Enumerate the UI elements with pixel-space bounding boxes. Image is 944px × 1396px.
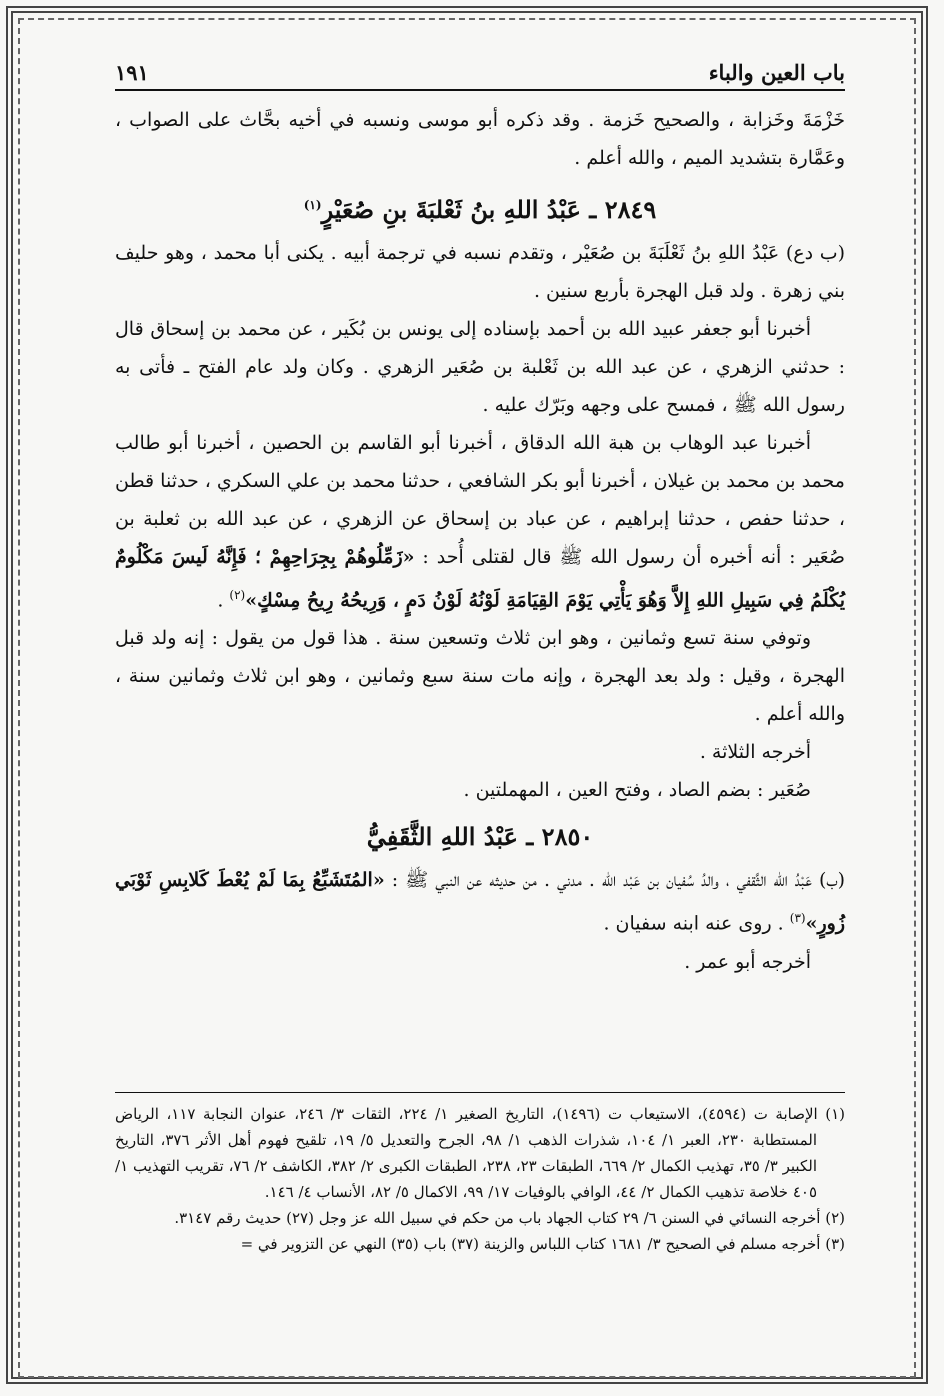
section-title: باب العين والباء: [708, 60, 845, 85]
page-number: ١٩١: [115, 60, 149, 85]
entry-paragraph-with-hadith: [115, 861, 845, 942]
entry-title-2850: [115, 815, 845, 859]
entry-text: (ب) عَبْدُ الله الثَّقفي ، والدُ سُفيان بن عَبْد الله . مدني . من حديثه عن النبي ﷺ :: [391, 869, 845, 892]
entry-paragraph: أخرجه الثلاثة .: [699, 741, 811, 764]
footnote-1: (١) الإصابة ت (٤٥٩٤)، الاستيعاب ت (١٤٩٦)، التاريخ الصغير ١/ ٢٢٤، الثقات ٣/ ٢٤٦، عنوان النجابة ١١٧، الرياض المستطابة ٢٣٠، العبر ١/ ١٠٤، شذرات الذهب ١/ ٩٨، الجرح والتعديل ٥/ ١٩، تلقيح فهوم أهل الأثر ٣٧٦، التاريخ الكبير ٣/ ٣٥، تهذيب الكمال ٢/ ٦٦٩، الطبقات ٢٣، ٢٣٨، الطبقات الكبرى ٢/ ٣٨٢، الكاشف ٢/ ٧٦، تقريب التهذيب ١/ ٤٠٥ خلاصة تذهيب الكمال ٢/ ٤٤، الوافي بالوفيات ١٧/ ٩٩، الاكمال ٥/ ٨٢، الأنساب ٤/ ١٤٦.: [115, 1105, 845, 1201]
footnote-ref: (١): [303, 198, 322, 212]
running-header: [115, 60, 845, 91]
entry-paragraph: وتوفي سنة تسع وثمانين ، وهو ابن ثلاث وتسعين سنة . هذا قول من يقول : إنه ولد قبل الهجرة ، وقيل : ولد بعد الهجرة ، وإنه مات سنة سبع وثمانين ، وهو ابن ثلاث وثمانين سنة ، والله أعلم .: [115, 627, 845, 726]
entry-paragraph: أخبرنا أبو جعفر عبيد الله بن أحمد بإسناده إلى يونس بن بُكَير ، عن محمد بن إسحاق قال : حدثني الزهري ، عن عبد الله بن ثَعْلبة بن صُعَير الزهري . وكان ولد عام الفتح ـ فأتى به رسول الله ﷺ ، فمسح على وجهه وبَرّك عليه .: [115, 318, 845, 416]
entry-title-2849: [115, 183, 845, 232]
entry-title-text: ٢٨٥٠ ـ عَبْدُ اللهِ الثَّقَفِيُّ: [366, 822, 594, 852]
intro-paragraph: خَزْمَةَ وخَزابة ، والصحيح خَزمة . وقد ذكره أبو موسى ونسبه في أخيه بحَّاث على الصواب ، وعَمَّارة بتشديد الميم ، والله أعلم .: [115, 109, 845, 169]
footnote-ref: (٢): [229, 588, 246, 602]
entry-paragraph: (ب دع) عَبْدُ اللهِ بنُ ثَعْلَبَةَ بن صُعَيْر ، وتقدم نسبه في ترجمة أبيه . يكنى أبا محمد ، وهو حليف بني زهرة . ولد قبل الهجرة بأربع سنين .: [115, 242, 845, 302]
isnad-text: أخبرنا عبد الوهاب بن هبة الله الدقاق ، أخبرنا أبو القاسم بن الحصين ، أخبرنا أبو طالب محمد بن محمد بن غيلان ، أخبرنا أبو بكر الشافعي ، حدثنا محمد بن علي السكري ، حدثنا قطن ، حدثنا حفص ، حدثنا إبراهيم ، عن عباد بن إسحاق عن الزهري ، عن عبد الله بن ثعلبة بن صُعَير : أنه أخبره أن رسول الله ﷺ قال لقتلى أُحد :: [115, 432, 845, 568]
entry-title-text: ٢٨٤٩ ـ عَبْدُ اللهِ بنُ ثَعْلبَةَ بنِ صُعَيْرٍ: [321, 195, 657, 224]
entry-paragraph-with-hadith: أخبرنا عبد الوهاب بن هبة الله الدقاق ، أخبرنا أبو القاسم بن الحصين ، أخبرنا أبو طالب محمد بن محمد بن غيلان ، أخبرنا أبو بكر الشافعي ، حدثنا محمد بن علي السكري ، حدثنا قطن ، حدثنا حفص ، حدثنا إبراهيم ، عن عباد بن إسحاق عن الزهري ، عن عبد الله بن ثعلبة بن صُعَير : أنه أخبره أن رسول الله ﷺ قال لقتلى أُحد : «زَمِّلُوهُمْ بِجِرَاحِهِمْ ؛ فَإِنَّهُ لَيسَ مَكْلُومٌ يُكْلَمُ فِي سَبِيلِ اللهِ إِلاَّ وَهُوَ يَأْتِي يَوْمَ القِيَامَةِ لَوْنُهُ لَوْنُ دَمٍ ، وَرِيحُهُ رِيحُ مِسْكٍ»$^{(٢)}$ .: [115, 432, 845, 612]
hadith-text: «زَمِّلُوهُمْ بِجِرَاحِهِمْ ؛ فَإِنَّهُ لَيسَ مَكْلُومٌ يُكْلَمُ فِي سَبِيلِ اللهِ إِلاَّ وَهُوَ يَأْتِي يَوْمَ القِيَامَةِ لَوْنُهُ لَوْنُ دَمٍ ، وَرِيحُهُ رِيحُ مِسْكٍ»: [115, 546, 845, 612]
entry-paragraph: أخرجه أبو عمر .: [684, 950, 811, 973]
page-body: [115, 60, 845, 981]
entry-text: . روى عنه ابنه سفيان .: [603, 912, 790, 935]
footnotes: [115, 1092, 845, 1257]
footnote-3: (٣) أخرجه مسلم في الصحيح ٣/ ١٦٨١ كتاب اللباس والزينة (٣٧) باب (٣٥) النهي عن التزوير في =: [240, 1235, 845, 1253]
footnote-2: (٢) أخرجه النسائي في السنن ٦/ ٢٩ كتاب الجهاد باب من حكم في سبيل الله عز وجل (٢٧) حديث رقم ٣١٤٧.: [174, 1209, 845, 1227]
hadith-text: «المُتَشَبِّعُ بِمَا لَمْ يُعْطَ كَلابِسِ ثَوْبَي زُورٍ»: [115, 869, 845, 935]
entry-paragraph: صُعَير : بضم الصاد ، وفتح العين ، المهملتين .: [463, 779, 811, 802]
footnote-ref: (٣): [789, 911, 806, 926]
